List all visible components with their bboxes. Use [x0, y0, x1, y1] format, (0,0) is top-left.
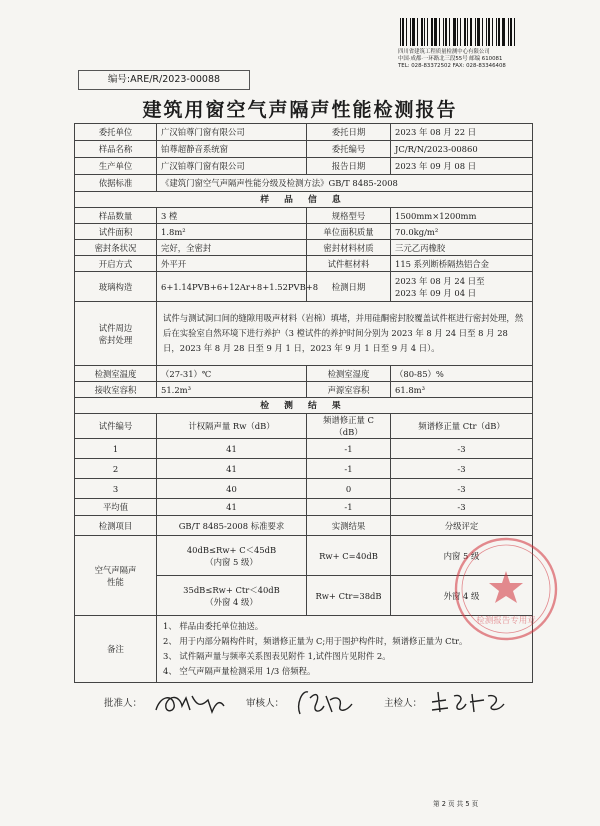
entrust-date-label: 委托日期 — [307, 124, 391, 141]
lab-name: 四川省建筑工程质量检测中心有限公司 — [398, 49, 490, 55]
manufacturer-value: 广汉铂尊门窗有限公司 — [157, 158, 307, 175]
table-row: 2 41 -1 -3 — [75, 459, 533, 479]
table-row — [75, 366, 533, 382]
test-date-end: 2023 年 09 月 04 日 — [395, 287, 477, 298]
barcode-bar — [514, 18, 515, 46]
barcode-bar — [496, 18, 497, 46]
seal-material-value: 三元乙丙橡胶 — [391, 240, 533, 256]
sample-name-label: 样品名称 — [75, 141, 157, 158]
eval-item-label: 检测项目 — [75, 516, 157, 536]
barcode-bar — [453, 18, 456, 46]
results-header: 计权隔声量 Rw（dB） — [157, 414, 307, 439]
barcode-bar — [445, 18, 447, 46]
table-row — [75, 192, 533, 208]
test-date-value — [391, 272, 533, 302]
client-value: 广汉铂尊门窗有限公司 — [157, 124, 307, 141]
barcode-bar — [482, 18, 483, 46]
table-row: 3 40 0 -3 — [75, 479, 533, 499]
report-date-value: 2023 年 09 月 08 日 — [391, 158, 533, 175]
table-row — [75, 414, 533, 439]
barcode-bar — [470, 18, 472, 46]
recv-volume-label: 接收室容积 — [75, 382, 157, 398]
barcode-image — [400, 18, 518, 46]
grade-outer: 外窗 4 级 — [391, 576, 533, 616]
perf-label: 空气声隔声 性能 — [75, 536, 157, 616]
sample-name-value: 铂尊超静音系统窗 — [157, 141, 307, 158]
barcode-bar — [457, 18, 458, 46]
seal-label: 密封条状况 — [75, 240, 157, 256]
frame-value: 115 系列断桥隔热铝合金 — [391, 256, 533, 272]
temp-label: 检测室温度 — [75, 366, 157, 382]
lab-info — [398, 49, 558, 71]
mass-label: 单位面积质量 — [307, 224, 391, 240]
src-volume-label: 声源室容积 — [307, 382, 391, 398]
standard-value: 《建筑门窗空气声隔声性能分级及检测方法》GB/T 8485-2008 — [157, 175, 533, 192]
barcode-bar — [508, 18, 509, 46]
chief-signature — [426, 686, 510, 716]
table-row — [75, 616, 533, 683]
remarks-label: 备注 — [75, 616, 157, 683]
seal-value: 完好，全密封 — [157, 240, 307, 256]
client-label: 委托单位 — [75, 124, 157, 141]
frame-label: 试件框材料 — [307, 256, 391, 272]
barcode-bar — [421, 18, 423, 46]
table-row — [75, 208, 533, 224]
results-header: 试件编号 — [75, 414, 157, 439]
page-number: 第 2 页 共 5 页 — [433, 800, 479, 808]
barcode-bar — [424, 18, 425, 46]
open-label: 开启方式 — [75, 256, 157, 272]
table-row — [75, 124, 533, 141]
eval-requirement-label: GB/T 8485-2008 标准要求 — [157, 516, 307, 536]
humidity-label: 检测室湿度 — [307, 366, 391, 382]
test-date-start: 2023 年 08 月 24 日至 — [395, 275, 485, 286]
table-row — [75, 240, 533, 256]
barcode-bar — [400, 18, 401, 46]
barcode-bar — [412, 18, 415, 46]
barcode-bar — [443, 18, 444, 46]
table-row: 1 41 -1 -3 — [75, 439, 533, 459]
table-row — [75, 158, 533, 175]
barcode-bar — [475, 18, 476, 46]
barcode-bar — [488, 18, 490, 46]
table-row — [75, 224, 533, 240]
barcode-bar — [486, 18, 487, 46]
barcode-bar — [492, 18, 493, 46]
qty-value: 3 樘 — [157, 208, 307, 224]
grade-inner: 内窗 5 级 — [391, 536, 533, 576]
results-section-title: 检 测 结 果 — [75, 398, 533, 414]
barcode-bar — [417, 18, 418, 46]
standard-label: 依据标准 — [75, 175, 157, 192]
table-row — [75, 516, 533, 536]
reviewer-signature — [290, 684, 360, 720]
barcode-bar — [477, 18, 480, 46]
table-row: 平均值 41 -1 -3 — [75, 499, 533, 516]
table-row — [75, 398, 533, 414]
barcode-bar — [427, 18, 428, 46]
lab-address: 中国·成都·一环路北三段55号 邮编 610081 — [398, 56, 503, 63]
humidity-value: （80-85）% — [391, 366, 533, 382]
spec-value: 1500mm×1200mm — [391, 208, 533, 224]
table-row — [75, 175, 533, 192]
measured-inner: Rw+ C=40dB — [307, 536, 391, 576]
approver-label: 批准人： — [104, 698, 143, 709]
report-table — [74, 123, 533, 683]
spec-label: 规格型号 — [307, 208, 391, 224]
glass-label: 玻璃构造 — [75, 272, 157, 302]
entrust-date-value: 2023 年 08 月 22 日 — [391, 124, 533, 141]
table-row — [75, 141, 533, 158]
barcode-bar — [467, 18, 468, 46]
recv-volume-value: 51.2m³ — [157, 382, 307, 398]
barcode-bar — [439, 18, 440, 46]
barcode-bar — [464, 18, 466, 46]
report-date-label: 报告日期 — [307, 158, 391, 175]
requirement-inner: 40dB≤Rw+ C＜45dB （内窗 5 级） — [157, 536, 307, 576]
table-row — [75, 382, 533, 398]
measured-outer: Rw+ Ctr=38dB — [307, 576, 391, 616]
eval-measured-label: 实测结果 — [307, 516, 391, 536]
approver-signature — [150, 686, 230, 720]
manufacturer-label: 生产单位 — [75, 158, 157, 175]
results-header: 频谱修正量 Ctr（dB） — [391, 414, 533, 439]
requirement-outer: 35dB≤Rw+ Ctr＜40dB （外窗 4 级） — [157, 576, 307, 616]
barcode-bar — [510, 18, 512, 46]
barcode-bar — [410, 18, 411, 46]
sample-section-title: 样 品 信 息 — [75, 192, 533, 208]
table-row — [75, 256, 533, 272]
reviewer-label: 审核人： — [246, 698, 285, 709]
barcode-bar — [431, 18, 433, 46]
table-row — [75, 272, 533, 302]
entrust-no-value: JC/R/N/2023-00860 — [391, 141, 533, 158]
area-value: 1.8m² — [157, 224, 307, 240]
barcode-bar — [406, 18, 407, 46]
qty-label: 样品数量 — [75, 208, 157, 224]
entrust-no-label: 委托编号 — [307, 141, 391, 158]
barcode-bar — [449, 18, 450, 46]
barcode-bar — [502, 18, 505, 46]
eval-grade-label: 分级评定 — [391, 516, 533, 536]
seal-material-label: 密封材料材质 — [307, 240, 391, 256]
stamp-text: 检测报告专用章 — [476, 616, 536, 626]
temp-value: （27-31）℃ — [157, 366, 307, 382]
mass-value: 70.0kg/m² — [391, 224, 533, 240]
report-number: 编号:ARE/R/2023-00088 — [78, 70, 250, 90]
perimeter-text: 试件与测试洞口间的缝隙用吸声材料（岩棉）填堵，并用硅酮密封胶覆盖试件框进行密封处理，然后在实验室自然环境下进行养护（3 樘试件的养护时间分别为 2023 年 8 月 24 日至 8 月 28 日，2023 年 8 月 28 日至 9 月 1 日，2023 年 9 月 1 日至 9 月 4 日）。 — [157, 302, 533, 366]
results-header: 频谱修正量 C（dB） — [307, 414, 391, 439]
src-volume-value: 61.8m³ — [391, 382, 533, 398]
barcode-bar — [460, 18, 461, 46]
test-date-label: 检测日期 — [307, 272, 391, 302]
table-row — [75, 302, 533, 366]
chief-label: 主检人： — [384, 698, 423, 709]
lab-tel: TEL: 028-83372502 FAX: 028-83346408 — [398, 63, 506, 70]
report-title: 建筑用窗空气声隔声性能检测报告 — [142, 99, 458, 121]
barcode-bar — [434, 18, 437, 46]
barcode-bar — [402, 18, 404, 46]
open-value: 外平开 — [157, 256, 307, 272]
area-label: 试件面积 — [75, 224, 157, 240]
remarks-text: 1、 样品由委托单位抽送。 2、 用于内部分隔构件时，频谱修正量为 C;用于围护构件时，频谱修正量为 Ctr。 3、 试件隔声量与频率关系图表见附件 1,试件图片见附件 2。 4、 空气声隔声量检测采用 1/3 倍频程。 — [157, 616, 533, 683]
barcode-bar — [498, 18, 500, 46]
glass-value: 6+1.14PVB+6+12Ar+8+1.52PVB+8 — [157, 272, 307, 302]
table-row — [75, 536, 533, 576]
perimeter-label: 试件周边 密封处理 — [75, 302, 157, 366]
